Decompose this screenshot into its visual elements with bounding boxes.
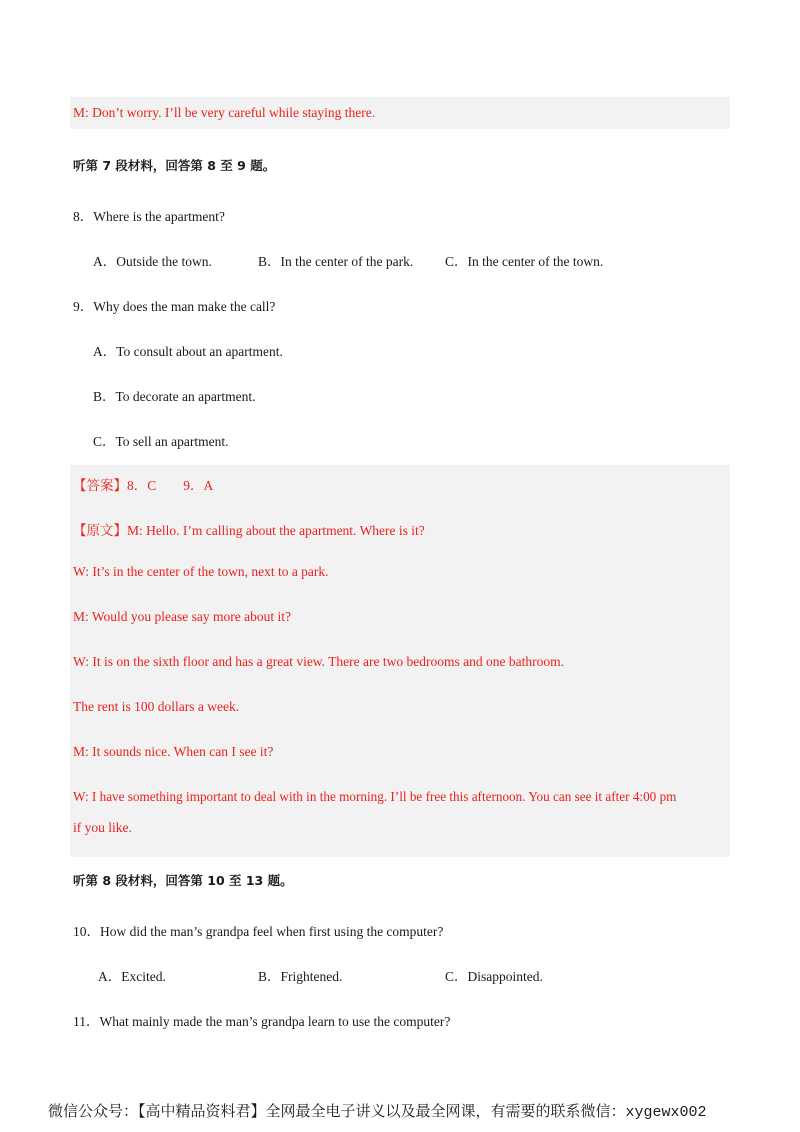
q10-option-c: C．Disappointed.: [445, 969, 543, 984]
transcript-line: if you like.: [73, 820, 132, 835]
transcript-line: W: I have something important to deal with in the morning. I’ll be free this afternoon. You can see it after 4:00 pm: [73, 789, 677, 804]
transcript-line: M: Would you please say more about it?: [73, 609, 291, 624]
q10-option-b: B．Frightened.: [258, 969, 343, 984]
transcript-line: M: Don’t worry. I’ll be very careful while staying there.: [73, 105, 376, 120]
transcript-line: W: It is on the sixth floor and has a great view. There are two bedrooms and one bathroom.: [73, 654, 564, 669]
answer-line: 【答案】8．C 9．A: [73, 478, 214, 493]
section-heading-8: 听第 8 段材料，回答第 10 至 13 题。: [73, 873, 293, 888]
q10-option-a: A．Excited.: [98, 969, 166, 984]
q8-option-b: B．In the center of the park.: [258, 254, 414, 269]
q9-option-c: C．To sell an apartment.: [93, 434, 229, 449]
footer-watermark: [48, 1100, 707, 1121]
transcript-line: W: It’s in the center of the town, next to a park.: [73, 564, 329, 579]
q9-option-a: A．To consult about an apartment.: [93, 344, 283, 359]
question-9: 9．Why does the man make the call?: [73, 299, 276, 314]
section-heading-7: 听第 7 段材料，回答第 8 至 9 题。: [73, 158, 276, 173]
footer-wechat-id: xygewx002: [625, 1104, 707, 1121]
transcript-line: M: It sounds nice. When can I see it?: [73, 744, 274, 759]
question-10: 10．How did the man’s grandpa feel when first using the computer?: [73, 924, 444, 939]
footer-text: 微信公众号：【高中精品资料君】全网最全电子讲义以及最全网课，有需要的联系微信：: [48, 1102, 626, 1120]
question-8: 8．Where is the apartment?: [73, 209, 225, 224]
transcript-line: 【原文】M: Hello. I’m calling about the apartment. Where is it?: [73, 523, 425, 538]
q8-option-c: C．In the center of the town.: [445, 254, 604, 269]
q8-option-a: A．Outside the town.: [93, 254, 212, 269]
q9-option-b: B．To decorate an apartment.: [93, 389, 256, 404]
question-11: 11．What mainly made the man’s grandpa learn to use the computer?: [73, 1014, 451, 1029]
transcript-line: The rent is 100 dollars a week.: [73, 699, 240, 714]
